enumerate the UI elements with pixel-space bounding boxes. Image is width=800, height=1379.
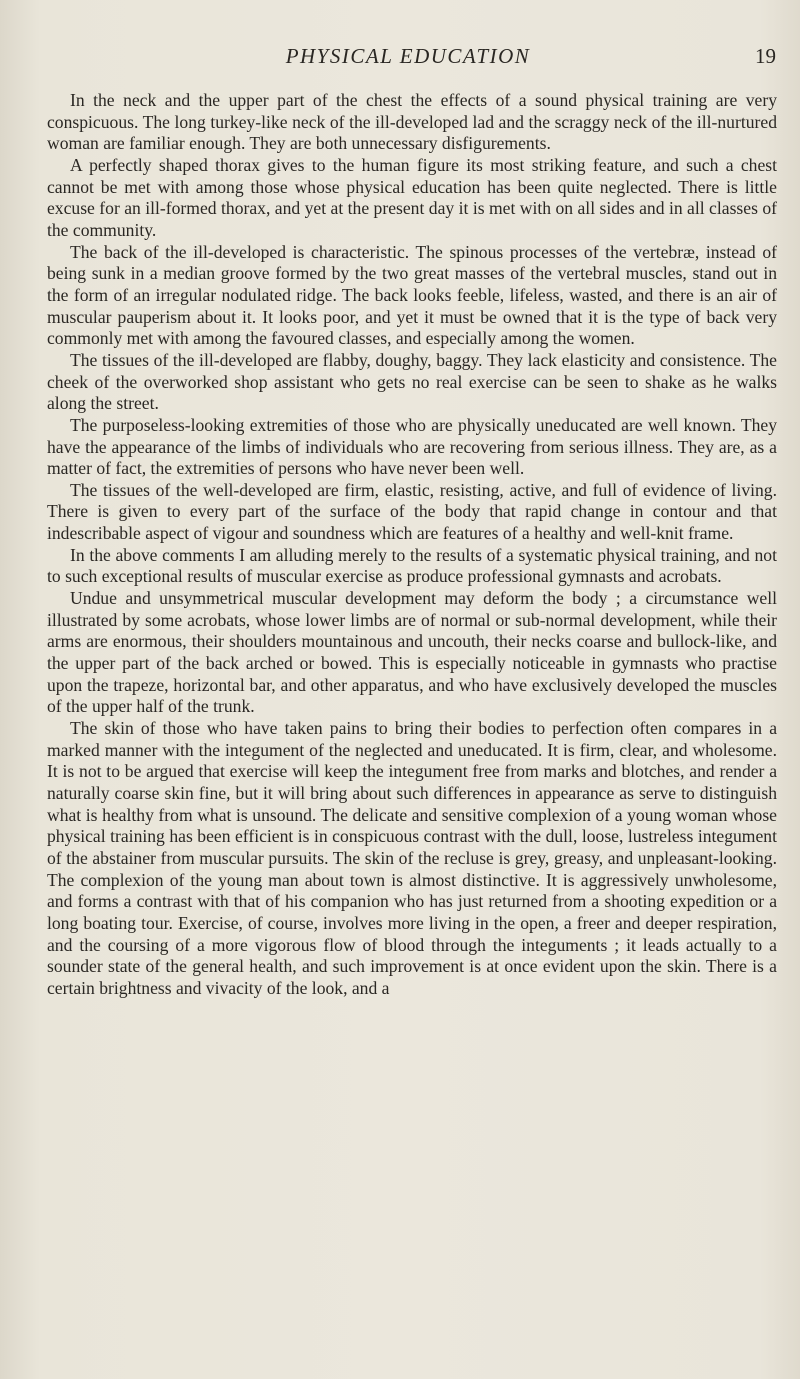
paragraph-systematic-training: In the above comments I am alluding merely to the results of a systematic physical training, and not to such exceptional results of muscular exercise as produce professional gymnasts and acrobats. xyxy=(47,544,777,587)
paragraph-thorax: A perfectly shaped thorax gives to the human figure its most striking feature, and such a chest cannot be met with among those whose physical education has been quite neglected. There is little excuse for an ill-formed thorax, and yet at the present day it is met with on all sides and in all classes of the community. xyxy=(47,154,777,240)
paragraph-tissues-well-developed: The tissues of the well-developed are firm, elastic, resisting, active, and full of evidence of living. There is given to every part of the surface of the body that rapid change in contour and that indescribable aspect of vigour and soundness which are features of a healthy and well-knit frame. xyxy=(47,479,777,544)
body-text xyxy=(47,90,777,1000)
paragraph-tissues-ill-developed: The tissues of the ill-developed are flabby, doughy, baggy. They lack elasticity and consistence. The cheek of the overworked shop assistant who gets no real exercise can be seen to shake as he walks along the street. xyxy=(47,349,777,414)
paragraph-back: The back of the ill-developed is characteristic. The spinous processes of the vertebræ, instead of being sunk in a median groove formed by the two great masses of the vertebral muscles, stand out in the form of an irregular nodulated ridge. The back looks feeble, lifeless, wasted, and there is an air of muscular pauperism about it. It looks poor, and yet it must be owned that it is the type of back very commonly met with among the favoured classes, and especially among the women. xyxy=(47,241,777,349)
page-number: 19 xyxy=(755,44,776,68)
running-title: PHYSICAL EDUCATION xyxy=(285,44,531,68)
paragraph-extremities: The purposeless-looking extremities of those who are physically uneducated are well known. They have the appearance of the limbs of individuals who are recovering from serious illness. They are, as a matter of fact, the extremities of persons who have never been well. xyxy=(47,414,777,479)
paragraph-skin: The skin of those who have taken pains to bring their bodies to perfection often compares in a marked manner with the integument of the neglected and uneducated. It is firm, clear, and wholesome. It is not to be argued that exercise will keep the integument free from marks and blotches, and render a naturally coarse skin fine, but it will bring about such differences in appearance as serve to distinguish what is healthy from what is unsound. The delicate and sensitive complexion of a young woman whose physical training has been efficient is in conspicuous contrast with the dull, loose, lustreless integument of the abstainer from muscular pursuits. The skin of the recluse is grey, greasy, and unpleasant-looking. The complexion of the young man about town is almost distinctive. It is aggressively unwholesome, and forms a contrast with that of his companion who has just returned from a shooting expedition or a long boating tour. Exercise, of course, involves more living in the open, a freer and deeper respiration, and the coursing of a more vigorous flow of blood through the integuments ; it leads actually to a sounder state of the general health, and such improvement is at once evident upon the skin. There is a certain brightness and vivacity of the look, and a xyxy=(47,718,777,998)
paragraph-unsymmetrical-development: Undue and unsymmetrical muscular development may deform the body ; a circumstance well illustrated by some acrobats, whose lower limbs are of normal or sub-normal development, while their arms are enormous, their shoulders mountainous and uncouth, their necks coarse and bullock-like, and the upper part of the back arched or bowed. This is especially noticeable in gymnasts who practise upon the trapeze, horizontal bar, and other apparatus, and who have exclusively developed the muscles of the upper half of the trunk. xyxy=(47,588,777,717)
running-head xyxy=(40,44,776,74)
paragraph-neck-chest: In the neck and the upper part of the chest the effects of a sound physical training are very conspicuous. The long turkey-like neck of the ill-developed lad and the scraggy neck of the ill-nurtured woman are familiar enough. They are both unnecessary disfigurements. xyxy=(47,90,777,154)
